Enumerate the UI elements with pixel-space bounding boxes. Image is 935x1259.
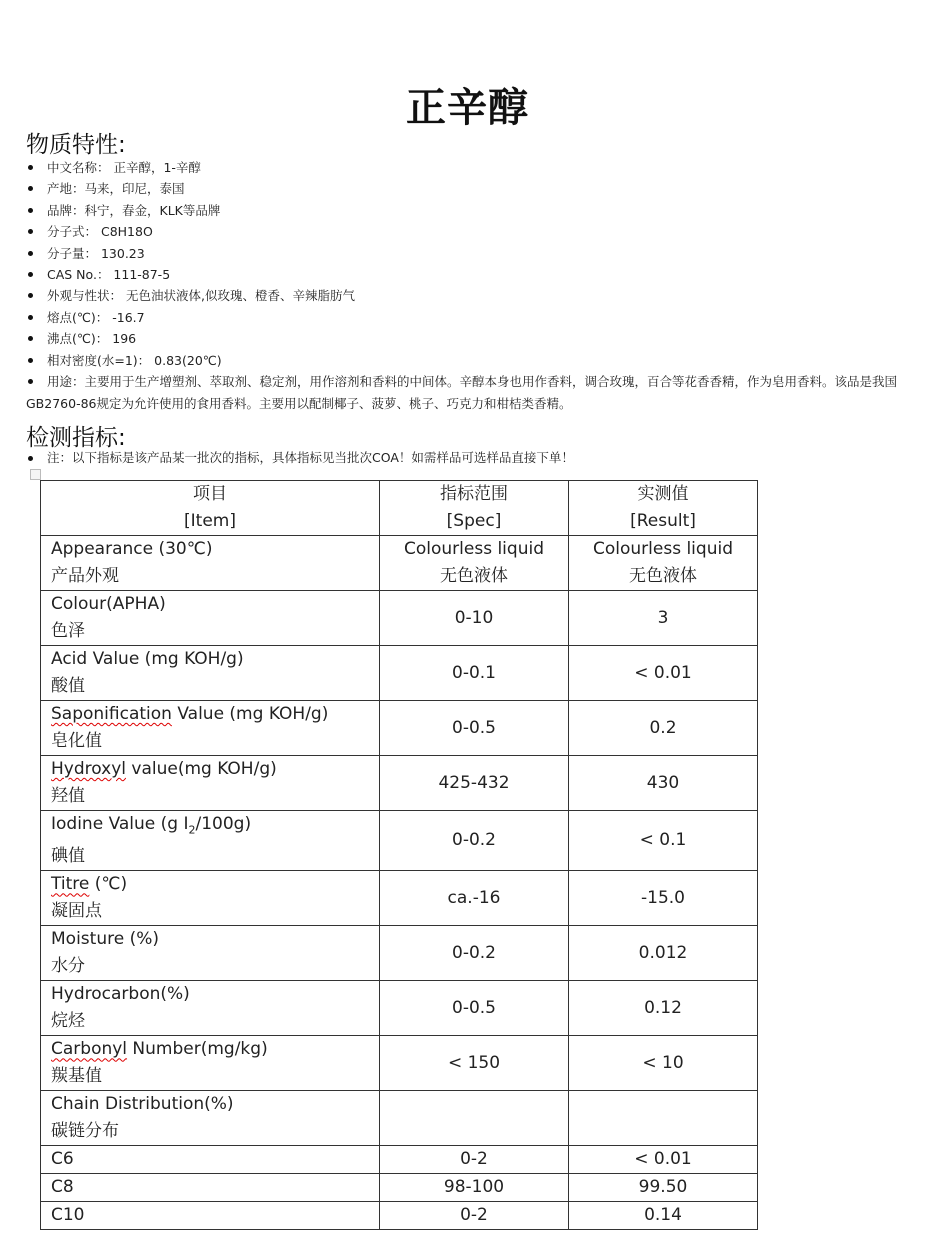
spec-cell: Colourless liquid 无色液体 xyxy=(380,536,569,591)
item-cell: C6 xyxy=(41,1146,380,1174)
item-cell: Appearance (30℃) 产品外观 xyxy=(41,536,380,591)
item-cell: Colour(APHA) 色泽 xyxy=(41,591,380,646)
item-cell: Titre (℃) 凝固点 xyxy=(41,871,380,926)
property-molecular-weight: 分子量： 130.23 xyxy=(26,243,926,264)
table-row xyxy=(41,756,758,811)
property-formula: 分子式： C8H18O xyxy=(26,221,926,242)
broken-image-icon xyxy=(30,469,41,480)
item-cell: Hydrocarbon(%) 烷烃 xyxy=(41,981,380,1036)
item-cell: Acid Value (mg KOH/g) 酸值 xyxy=(41,646,380,701)
result-cell: 0.2 xyxy=(569,701,758,756)
table-row xyxy=(41,981,758,1036)
spec-cell: 0-10 xyxy=(380,591,569,646)
note-text: 注：以下指标是该产品某一批次的指标，具体指标见当批次COA！如需样品可选样品直接下单！ xyxy=(26,448,574,468)
item-cell: Saponification Value (mg KOH/g) 皂化值 xyxy=(41,701,380,756)
result-cell: 430 xyxy=(569,756,758,811)
item-cell: Iodine Value (g $I_2/100g$) 碘值 xyxy=(41,811,380,871)
result-cell: 0.14 xyxy=(569,1202,758,1230)
header-spec: 指标范围 [Spec] xyxy=(380,481,569,536)
result-cell: 99.50 xyxy=(569,1174,758,1202)
property-origin: 产地：马来，印尼，泰国 xyxy=(26,178,926,199)
spec-cell xyxy=(380,1091,569,1146)
header-result: 实测值 [Result] xyxy=(569,481,758,536)
spec-cell: 0-2 xyxy=(380,1146,569,1174)
header-item: 项目 [Item] xyxy=(41,481,380,536)
properties-list xyxy=(26,157,926,415)
table-row xyxy=(41,1202,758,1230)
property-density: 相对密度(水=1)： 0.83(20℃) xyxy=(26,350,926,371)
table-row xyxy=(41,1174,758,1202)
item-cell: Moisture (%) 水分 xyxy=(41,926,380,981)
result-cell: < 0.01 xyxy=(569,1146,758,1174)
spec-cell: 0-0.5 xyxy=(380,701,569,756)
spec-cell: 0-0.2 xyxy=(380,926,569,981)
spec-cell: ca.-16 xyxy=(380,871,569,926)
item-cell: C8 xyxy=(41,1174,380,1202)
table-header-row xyxy=(41,481,758,536)
result-cell: < 10 xyxy=(569,1036,758,1091)
page-title: 正辛醇 xyxy=(406,85,529,131)
item-cell: Carbonyl Number(mg/kg) 羰基值 xyxy=(41,1036,380,1091)
result-cell: Colourless liquid 无色液体 xyxy=(569,536,758,591)
table-row xyxy=(41,1091,758,1146)
table-row xyxy=(41,701,758,756)
spec-cell: 0-0.1 xyxy=(380,646,569,701)
property-boiling-point: 沸点(℃)： 196 xyxy=(26,328,926,349)
spec-cell: 0-0.5 xyxy=(380,981,569,1036)
section-heading-indicators: 检测指标: xyxy=(26,425,126,451)
section-heading-properties: 物质特性: xyxy=(26,132,126,158)
result-cell: 0.12 xyxy=(569,981,758,1036)
result-cell: < 0.1 xyxy=(569,811,758,871)
spec-cell: 98-100 xyxy=(380,1174,569,1202)
result-cell: -15.0 xyxy=(569,871,758,926)
property-cas: CAS No.： 111-87-5 xyxy=(26,264,926,285)
item-cell: C10 xyxy=(41,1202,380,1230)
property-usage: 用途：主要用于生产增塑剂、萃取剂、稳定剂，用作溶剂和香料的中间体。辛醇本身也用作香料，调合玫瑰，百合等花香香精，作为皂用香料。该品是我国GB2760-86规定为允许使用的食用香料。主要用以配制椰子、菠萝、桃子、巧克力和柑桔类香精。 xyxy=(26,371,926,415)
item-cell: Hydroxyl value(mg KOH/g) 羟值 xyxy=(41,756,380,811)
table-row xyxy=(41,811,758,871)
table-row xyxy=(41,536,758,591)
spec-cell: 425-432 xyxy=(380,756,569,811)
result-cell: < 0.01 xyxy=(569,646,758,701)
note-list xyxy=(26,448,574,468)
property-chinese-name: 中文名称： 正辛醇，1-辛醇 xyxy=(26,157,926,178)
table-row xyxy=(41,646,758,701)
spec-cell: < 150 xyxy=(380,1036,569,1091)
result-cell: 0.012 xyxy=(569,926,758,981)
table-row xyxy=(41,871,758,926)
table-row xyxy=(41,591,758,646)
table-row xyxy=(41,1036,758,1091)
spec-cell: 0-0.2 xyxy=(380,811,569,871)
table-row xyxy=(41,1146,758,1174)
spec-table xyxy=(40,480,758,1230)
table-row xyxy=(41,926,758,981)
item-cell: Chain Distribution(%) 碳链分布 xyxy=(41,1091,380,1146)
spec-cell: 0-2 xyxy=(380,1202,569,1230)
property-melting-point: 熔点(℃)： -16.7 xyxy=(26,307,926,328)
result-cell: 3 xyxy=(569,591,758,646)
result-cell xyxy=(569,1091,758,1146)
property-brand: 品牌：科宁，春金，KLK等品牌 xyxy=(26,200,926,221)
property-appearance: 外观与性状： 无色油状液体,似玫瑰、橙香、辛辣脂肪气 xyxy=(26,285,926,306)
